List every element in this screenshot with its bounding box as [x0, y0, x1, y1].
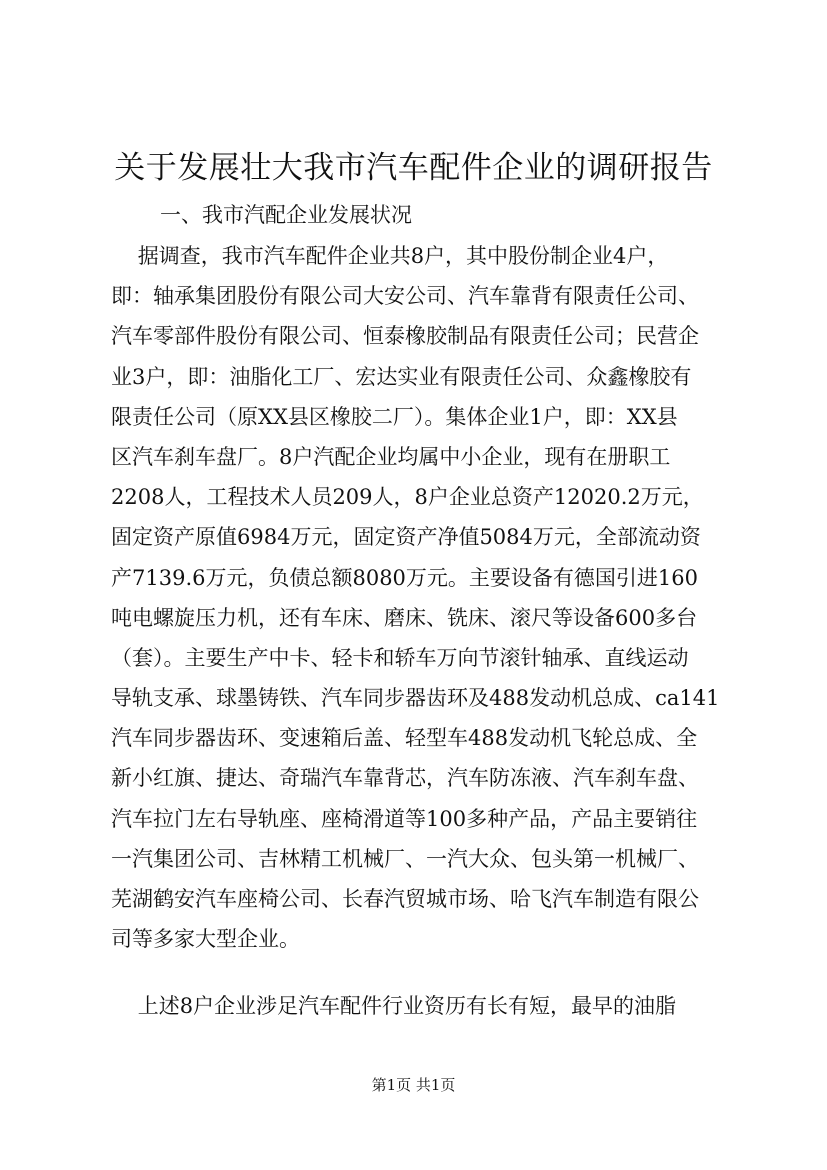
page-footer: 第1页 共1页 [371, 1076, 456, 1094]
document-title: 关于发展壮大我市汽车配件企业的调研报告 [114, 150, 713, 186]
paragraph-line: 2208人，工程技术人员209人，8户企业总资产12020.2万元， [111, 485, 704, 510]
paragraph-line: 芜湖鹤安汽车座椅公司、长春汽贸城市场、哈飞汽车制造有限公 [111, 887, 699, 911]
body-paragraph-1 [111, 236, 736, 959]
paragraph-line: 上述8户企业涉足汽车配件行业资历有长有短，最早的油脂 [111, 994, 677, 1018]
paragraph-line: 导轨支承、球墨铸铁、汽车同步器齿环及488发动机总成、ca141 [111, 686, 720, 711]
paragraph-line: 吨电螺旋压力机，还有车床、磨床、铣床、滚尺等设备600多台 [111, 605, 698, 630]
paragraph-line: 汽车零部件股份有限公司、恒泰橡胶制品有限责任公司；民营企 [111, 324, 699, 349]
paragraph-line: 业3户，即：油脂化工厂、宏达实业有限责任公司、众鑫橡胶有 [111, 364, 692, 389]
paragraph-line: 固定资产原值6984万元，固定资产净值5084万元，全部流动资 [111, 525, 701, 550]
paragraph-line: （套）。主要生产中卡、轻卡和轿车万向节滚针轴承、直线运动 [111, 645, 689, 670]
paragraph-line: 据调查，我市汽车配件企业共8户，其中股份制企业4户， [111, 244, 669, 268]
paragraph-line: 新小红旗、捷达、奇瑞汽车靠背芯，汽车防冻液、汽车刹车盘、 [111, 766, 699, 791]
paragraph-line: 汽车同步器齿环、变速箱后盖、轻型车488发动机飞轮总成、全 [111, 726, 698, 751]
paragraph-line: 限责任公司（原XX县区橡胶二厂）。集体企业1户，即：XX县 [111, 404, 678, 429]
section-heading: 一、我市汽配企业发展状况 [160, 203, 412, 227]
paragraph-line: 区汽车刹车盘厂。8户汽配企业均属中小企业，现有在册职工 [111, 444, 671, 469]
paragraph-line: 一汽集团公司、吉林精工机械厂、一汽大众、包头第一机械厂、 [111, 846, 699, 871]
paragraph-line: 汽车拉门左右导轨座、座椅滑道等100多种产品，产品主要销往 [111, 806, 698, 831]
body-paragraph-2 [111, 986, 736, 1026]
paragraph-line: 产7139.6万元，负债总额8080万元。主要设备有德国引进160 [111, 565, 699, 590]
paragraph-line: 即：轴承集团股份有限公司大安公司、汽车靠背有限责任公司、 [111, 284, 699, 309]
paragraph-line: 司等多家大型企业。 [111, 927, 300, 952]
